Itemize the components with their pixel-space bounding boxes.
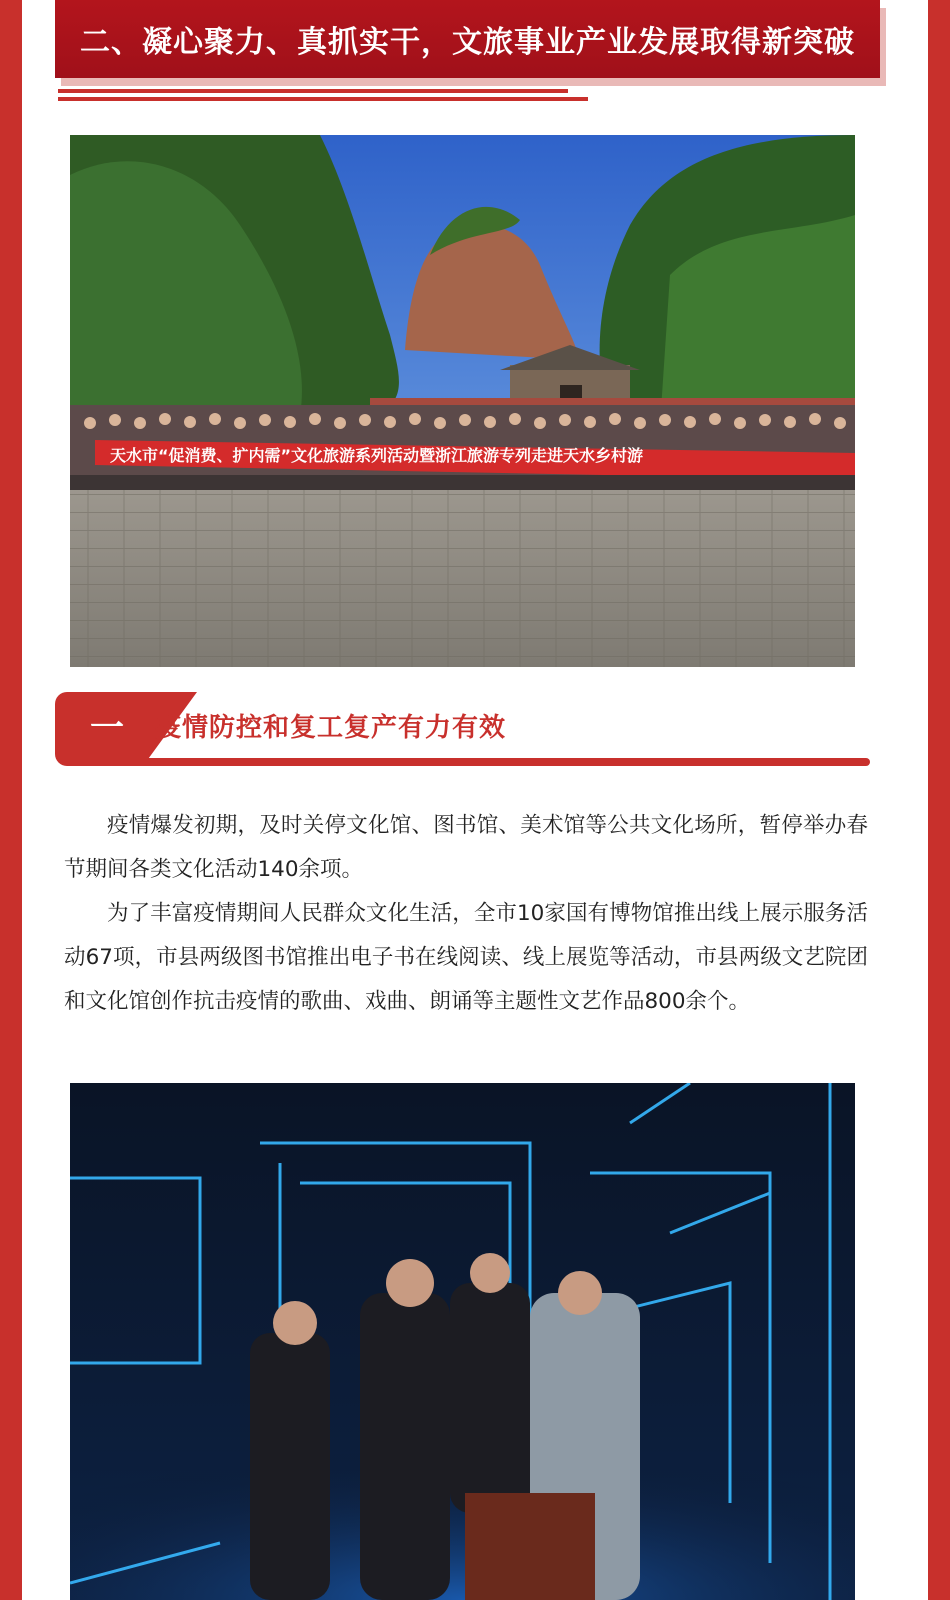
group-photo bbox=[70, 135, 855, 667]
section-header bbox=[55, 692, 870, 766]
paragraph: 为了丰富疫情期间人民群众文化生活，全市10家国有博物馆推出线上展示服务活动67项，市县两级图书馆推出电子书在线阅读、线上展览等活动，市县两级文艺院团和文化馆创作抗击疫情的歌曲、戏曲、朗诵等主题性文艺作品800余个。 bbox=[64, 901, 868, 1014]
section-number: 一 bbox=[90, 708, 124, 748]
title-underline-stripe bbox=[58, 97, 588, 101]
left-border bbox=[0, 0, 22, 1600]
title-banner bbox=[55, 0, 880, 78]
section-title: 疫情防控和复工复产有力有效 bbox=[155, 713, 507, 743]
section-rule bbox=[147, 758, 870, 766]
article-body bbox=[64, 804, 868, 1024]
title-underline-stripe bbox=[58, 89, 568, 93]
title-text: 二、凝心聚力、真抓实干，文旅事业产业发展取得新突破 bbox=[80, 25, 855, 60]
banner-text: 天水市“促消费、扩内需”文化旅游系列活动暨浙江旅游专列走进天水乡村游 bbox=[110, 446, 644, 465]
right-border bbox=[928, 0, 950, 1600]
inspection-photo bbox=[70, 1083, 855, 1600]
paragraph: 疫情爆发初期，及时关停文化馆、图书馆、美术馆等公共文化场所，暂停举办春节期间各类文化活动140余项。 bbox=[64, 813, 868, 882]
